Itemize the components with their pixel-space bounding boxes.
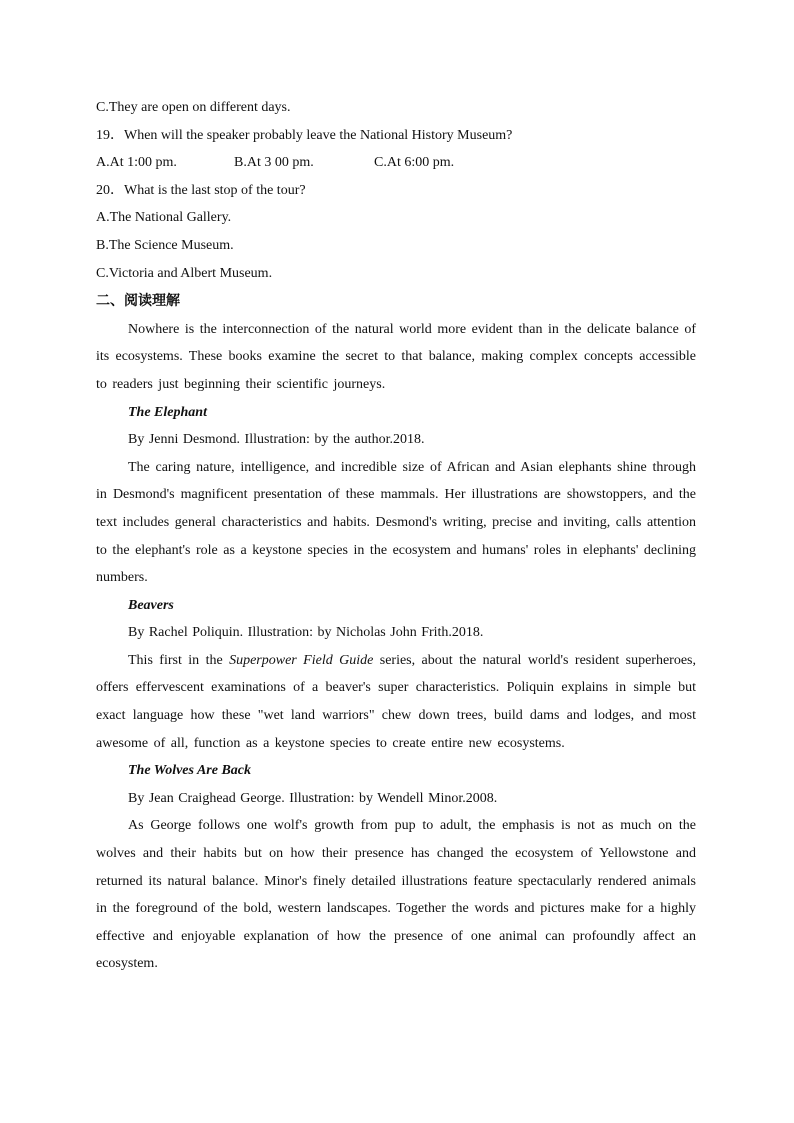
book-review-elephant: The caring nature, intelligence, and incredible size of African and Asian elephants shine through in Desmond's magnificent presentation of these mammals. Her illustrations are showstoppers, and the text includes general characteristics and habits. Desmond's writing, precise and inviting, calls attention to the elephant's role as a keystone species in the ecosystem and humans' roles in elephants' declining numbers. bbox=[96, 459, 696, 586]
q20-option-b: B.The Science Museum. bbox=[96, 237, 234, 253]
book-title-elephant: The Elephant bbox=[128, 404, 207, 420]
review-text-before: This first in the bbox=[128, 652, 230, 668]
book-byline-beavers: By Rachel Poliquin. Illustration: by Nicholas John Frith.2018. bbox=[128, 625, 484, 641]
q20-question: 20．What is the last stop of the tour? bbox=[96, 182, 306, 198]
q18-option-c: C.They are open on different days. bbox=[96, 100, 291, 115]
document-page bbox=[96, 94, 696, 978]
q19-option-a: A.At 1:00 pm. bbox=[96, 155, 177, 171]
book-title-beavers: Beavers bbox=[128, 597, 174, 613]
book-title-wolves: The Wolves Are Back bbox=[128, 763, 252, 779]
book-review-beavers bbox=[96, 647, 696, 757]
q19-question: 19．When will the speaker probably leave the National History Museum? bbox=[96, 127, 513, 143]
book-review-wolves: As George follows one wolf's growth from pup to adult, the emphasis is not as much on the wolves and their habits but on how their presence has changed the ecosystem of Yellowstone and returned its natural balance. Minor's finely detailed illustrations feature spectacularly rendered animals in the foreground of the bold, western landscapes. Together the words and pictures make for a highly effective and enjoyable explanation of how the presence of one animal can profoundly affect an ecosystem. bbox=[96, 818, 696, 972]
q19-option-c: C.At 6:00 pm. bbox=[374, 155, 455, 171]
reading-intro: Nowhere is the interconnection of the natural world more evident than in the delicate balance of its ecosystems. These books examine the secret to that balance, making complex concepts accessible to readers just beginning their scientific journeys. bbox=[96, 321, 696, 392]
q19-option-b: B.At 3 00 pm. bbox=[234, 155, 314, 171]
section-title: 二、阅读理解 bbox=[96, 293, 180, 310]
book-byline-elephant: By Jenni Desmond. Illustration: by the author.2018. bbox=[128, 432, 425, 448]
review-text-after: series, about the natural world's resident superheroes, offers effervescent examinations of a beaver's super characteristics. Poliquin explains in simple but exact language how these "wet land warriors" chew down trees, build dams and lodges, and most awesome of all, function as a keystone species to create entire new ecosystems. bbox=[96, 652, 697, 751]
book-byline-wolves: By Jean Craighead George. Illustration: by Wendell Minor.2008. bbox=[128, 790, 498, 806]
q20-option-a: A.The National Gallery. bbox=[96, 210, 232, 226]
q20-option-c: C.Victoria and Albert Museum. bbox=[96, 265, 273, 281]
series-name: Superpower Field Guide bbox=[229, 652, 374, 668]
q19-options bbox=[96, 149, 696, 177]
